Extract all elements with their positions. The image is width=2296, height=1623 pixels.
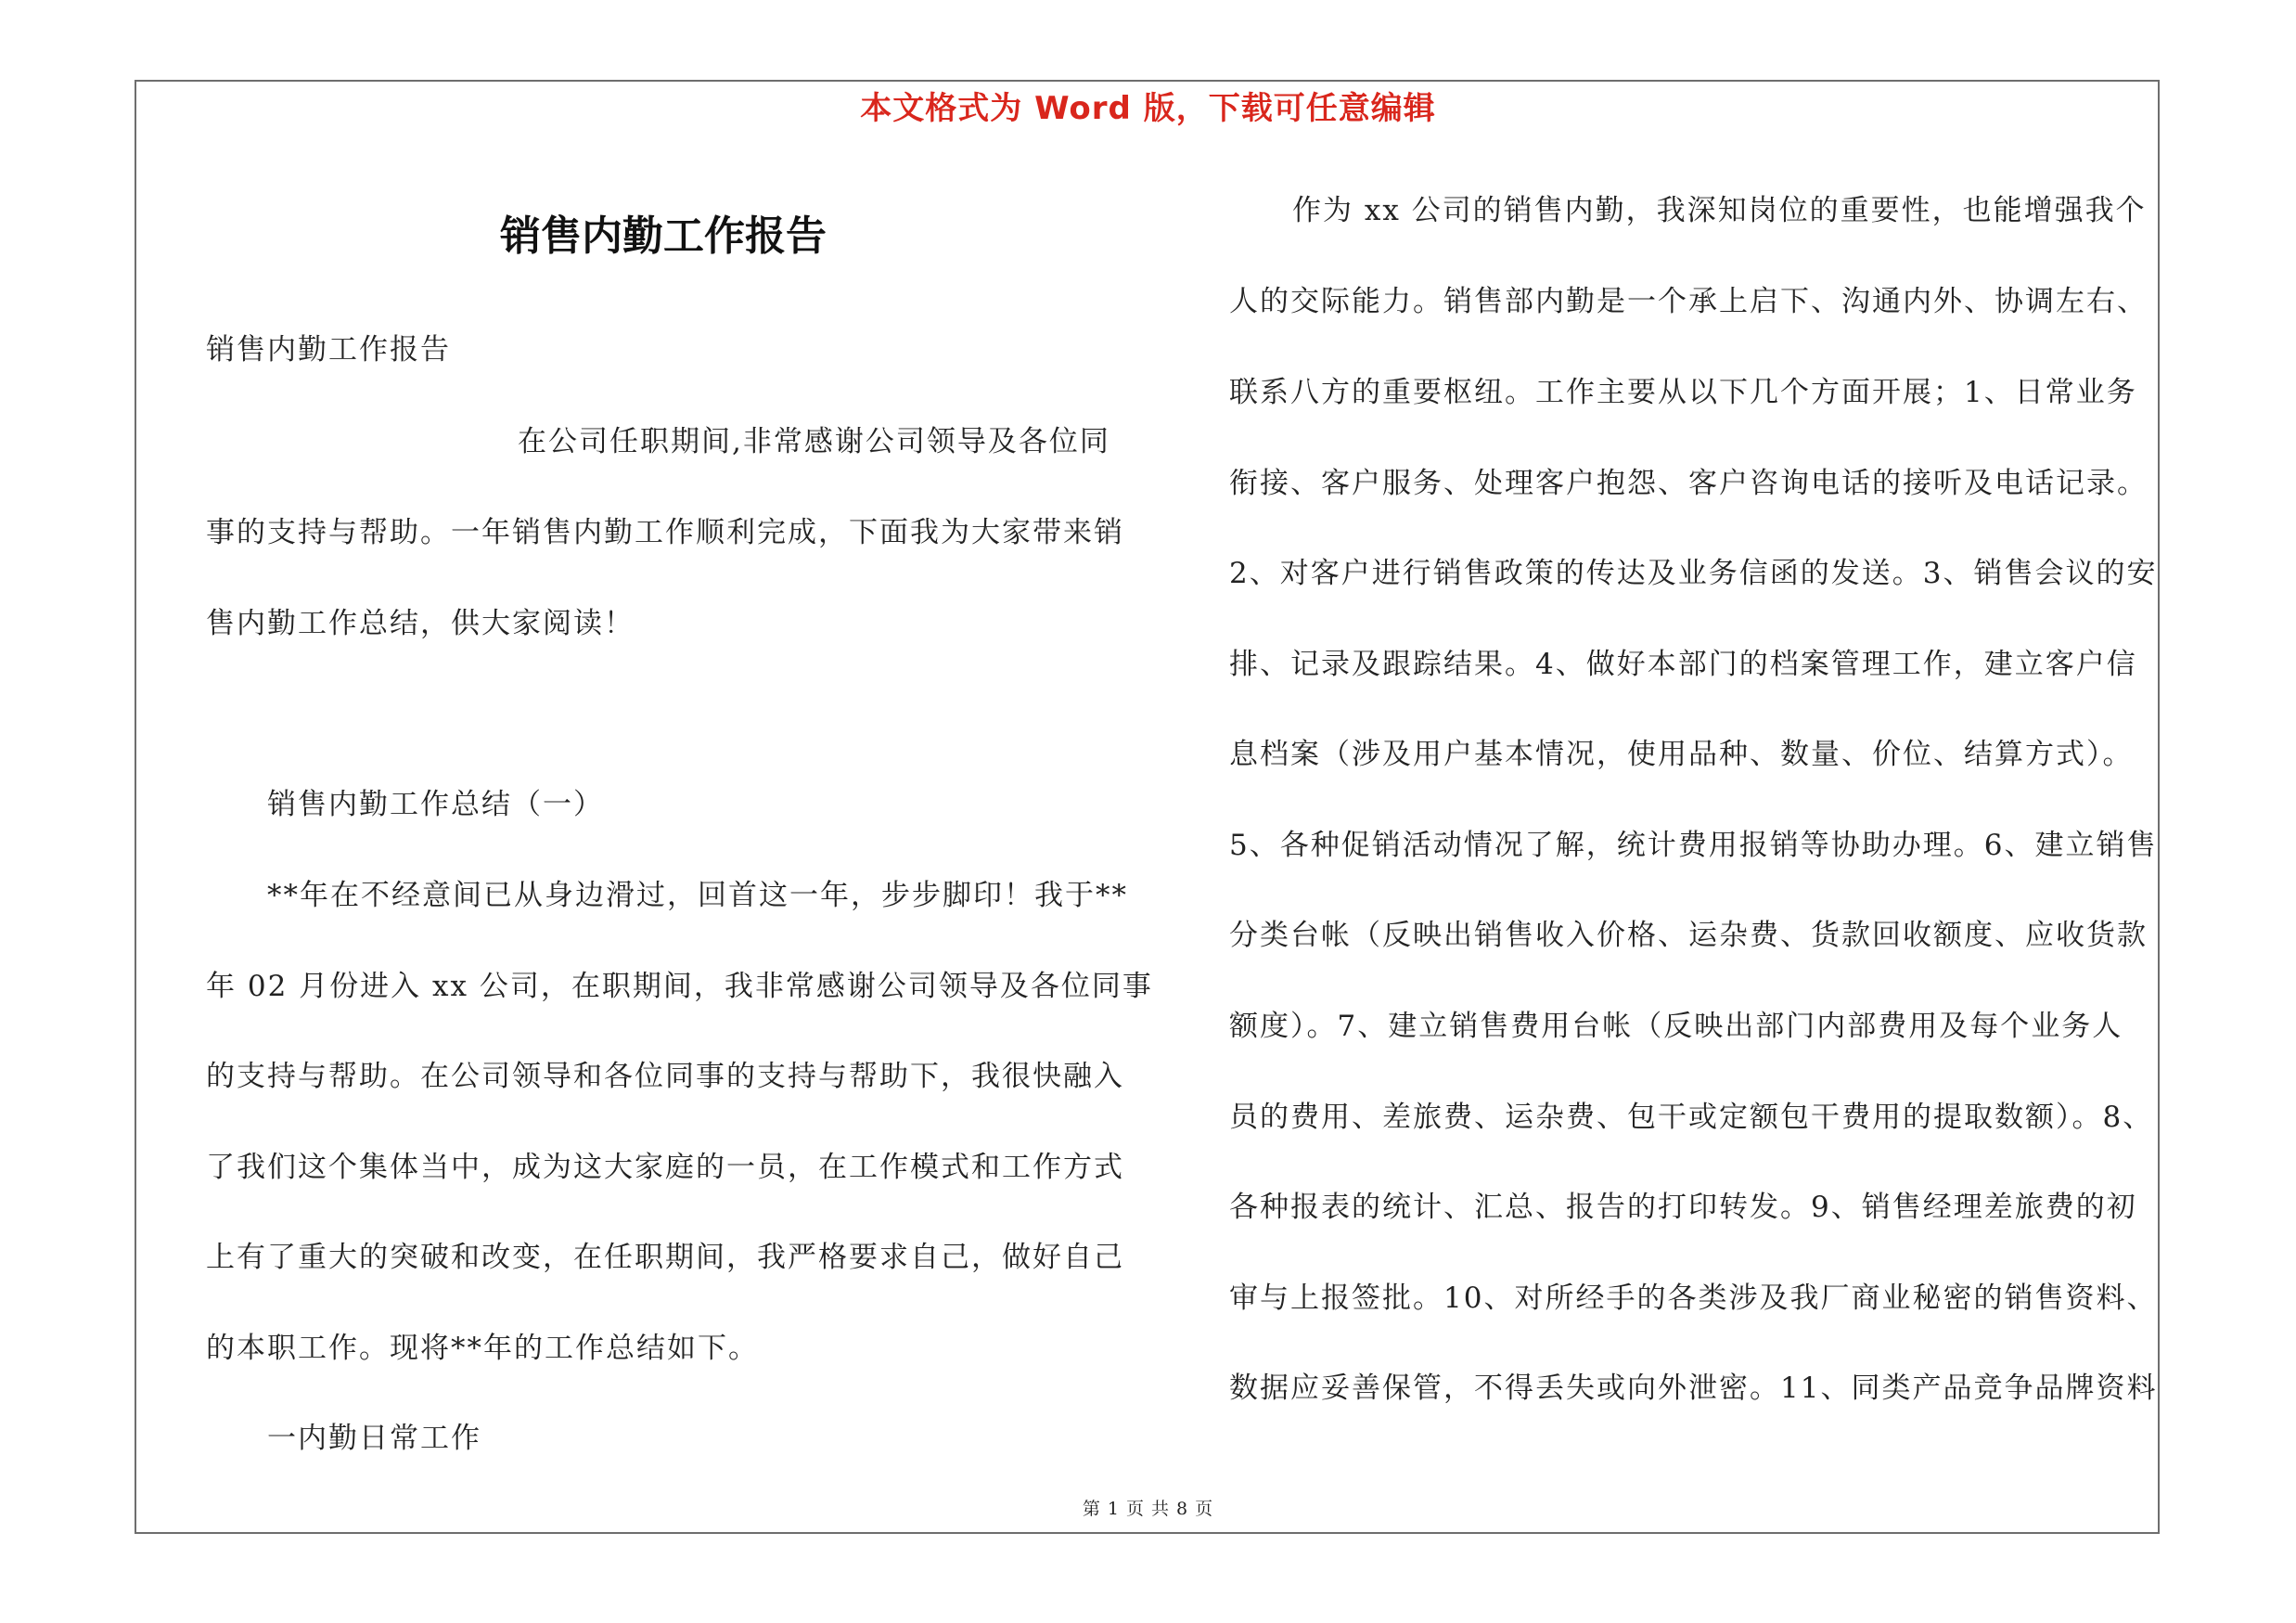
right-line-8: 5、各种促销活动情况了解，统计费用报销等协助办理。6、建立销售 [1229, 829, 2158, 862]
left-line-7: 年 02 月份进入 xx 公司，在职期间，我非常感谢公司领导及各位同事 [206, 970, 1153, 1003]
right-line-5: 2、对客户进行销售政策的传达及业务信函的发送。3、销售会议的安 [1229, 557, 2158, 590]
document-title: 销售内勤工作报告 [500, 213, 827, 260]
right-line-11: 员的费用、差旅费、运杂费、包干或定额包干费用的提取数额）。8、 [1229, 1101, 2154, 1134]
right-line-4: 衔接、客户服务、处理客户抱怨、客户咨询电话的接听及电话记录。 [1229, 467, 2148, 500]
left-line-2: 在公司任职期间,非常感谢公司领导及各位同 [518, 425, 1110, 458]
left-line-6: **年在不经意间已从身边滑过，回首这一年，步步脚印！我于** [267, 879, 1128, 912]
left-line-9: 了我们这个集体当中，成为这大家庭的一员，在工作模式和工作方式 [206, 1151, 1124, 1184]
right-line-10: 额度）。7、建立销售费用台帐（反映出部门内部费用及每个业务人 [1229, 1010, 2123, 1043]
left-line-10: 上有了重大的突破和改变，在任职期间，我严格要求自己，做好自己 [206, 1241, 1124, 1274]
left-line-5: 销售内勤工作总结（一） [267, 788, 604, 821]
left-line-11: 的本职工作。现将**年的工作总结如下。 [206, 1332, 759, 1365]
right-line-7: 息档案（涉及用户基本情况，使用品种、数量、价位、结算方式）。 [1229, 738, 2134, 771]
left-line-12: 一内勤日常工作 [267, 1422, 481, 1455]
right-line-1: 作为 xx 公司的销售内勤，我深知岗位的重要性，也能增强我个 [1292, 194, 2147, 227]
left-line-8: 的支持与帮助。在公司领导和各位同事的支持与帮助下，我很快融入 [206, 1060, 1124, 1093]
left-line-3: 事的支持与帮助。一年销售内勤工作顺利完成，下面我为大家带来销 [206, 516, 1124, 549]
left-line-1: 销售内勤工作报告 [206, 333, 451, 367]
right-line-2: 人的交际能力。销售部内勤是一个承上启下、沟通内外、协调左右、 [1229, 285, 2148, 318]
right-line-12: 各种报表的统计、汇总、报告的打印转发。9、销售经理差旅费的初 [1229, 1191, 2137, 1224]
right-line-9: 分类台帐（反映出销售收入价格、运杂费、货款回收额度、应收货款 [1229, 919, 2148, 952]
left-line-4: 售内勤工作总结，供大家阅读！ [206, 607, 635, 640]
right-line-13: 审与上报签批。10、对所经手的各类涉及我厂商业秘密的销售资料、 [1229, 1282, 2158, 1315]
right-line-3: 联系八方的重要枢纽。工作主要从以下几个方面开展；1、日常业务 [1229, 376, 2137, 409]
format-banner: 本文格式为 Word 版，下载可任意编辑 [860, 90, 1436, 127]
page-number: 第 1 页 共 8 页 [1082, 1499, 1214, 1519]
right-line-6: 排、记录及跟踪结果。4、做好本部门的档案管理工作，建立客户信 [1229, 648, 2137, 681]
right-line-14: 数据应妥善保管，不得丢失或向外泄密。11、同类产品竞争品牌资料 [1229, 1372, 2158, 1405]
